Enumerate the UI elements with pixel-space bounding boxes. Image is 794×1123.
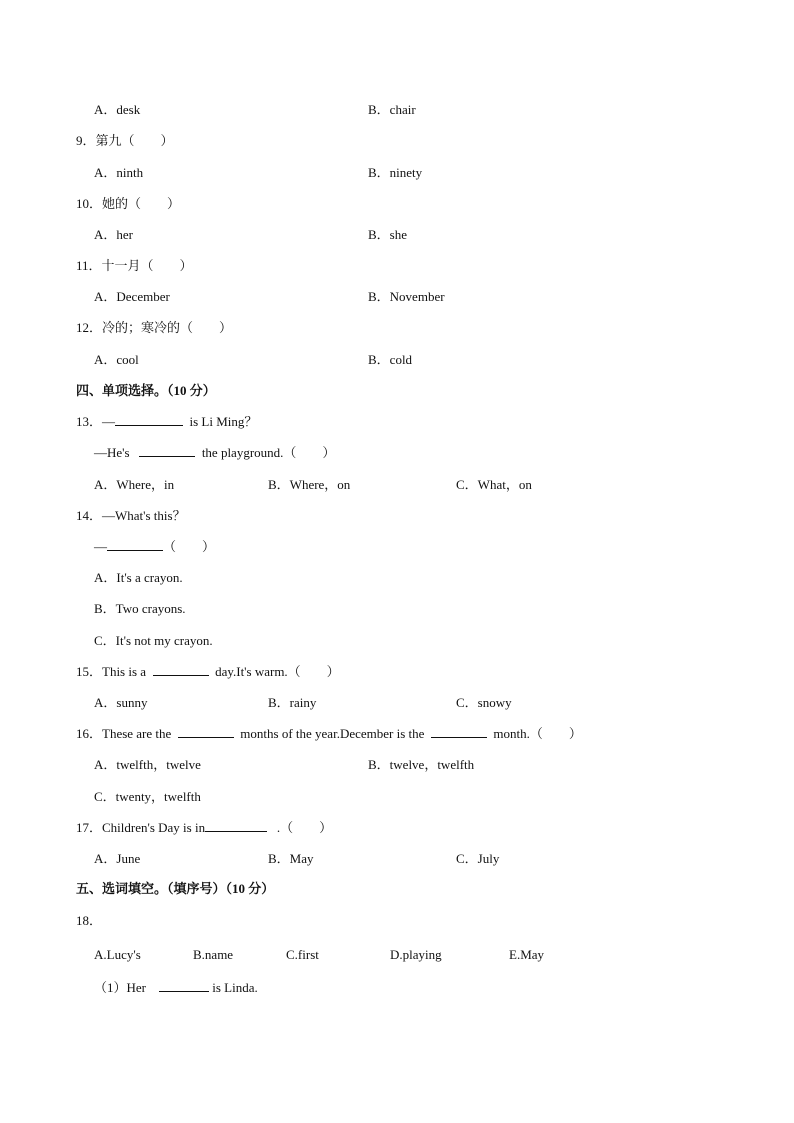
q14-blank[interactable] bbox=[107, 539, 163, 551]
q12-option-b: B．cold bbox=[368, 352, 413, 367]
q14-stem: 14．—What's this？ bbox=[76, 508, 186, 523]
q16-stem-end: month.（ ） bbox=[493, 726, 582, 741]
q18-word-a: A.Lucy's bbox=[94, 947, 141, 962]
q10-stem: 10．她的（ ） bbox=[76, 196, 181, 211]
q13-number: 13．— bbox=[76, 414, 116, 429]
q16-stem bbox=[76, 726, 582, 742]
q11-option-a: A．December bbox=[94, 289, 170, 304]
q16-stem-middle: months of the year.December is the bbox=[240, 726, 425, 741]
q13-line2 bbox=[94, 445, 335, 461]
q16-blank-1[interactable] bbox=[178, 726, 234, 738]
q17-option-b: B．May bbox=[268, 851, 314, 866]
q18-word-d: D.playing bbox=[390, 947, 442, 962]
q13-option-b: B．Where，on bbox=[268, 477, 351, 492]
q18-sub1-start: （1）Her bbox=[94, 980, 146, 995]
q15-stem bbox=[76, 664, 340, 680]
q14-option-c: C．It's not my crayon. bbox=[94, 633, 213, 648]
q17-stem-end: .（ ） bbox=[276, 820, 333, 835]
q14-option-a: A．It's a crayon. bbox=[94, 570, 183, 585]
q8-option-b: B．chair bbox=[368, 102, 416, 117]
q11-stem: 11．十一月（ ） bbox=[76, 258, 193, 273]
q18-sub1-blank[interactable] bbox=[159, 980, 209, 992]
q13-line2-start: —He's bbox=[94, 445, 130, 460]
q13-blank-2[interactable] bbox=[139, 445, 195, 457]
q13-line2-end: the playground.（ ） bbox=[201, 445, 336, 460]
q16-option-c: C．twenty，twelfth bbox=[94, 789, 201, 804]
q18-sub1-end: is Linda. bbox=[212, 980, 258, 995]
q14-option-b: B．Two crayons. bbox=[94, 601, 186, 616]
q18-word-e: E.May bbox=[509, 947, 545, 962]
q15-option-a: A．sunny bbox=[94, 695, 148, 710]
q16-option-a: A．twelfth，twelve bbox=[94, 757, 201, 772]
q9-option-b: B．ninety bbox=[368, 165, 423, 180]
q10-option-a: A．her bbox=[94, 227, 133, 242]
q13-option-a: A．Where，in bbox=[94, 477, 175, 492]
q15-option-b: B．rainy bbox=[268, 695, 317, 710]
q17-option-a: A．June bbox=[94, 851, 141, 866]
q11-option-b: B．November bbox=[368, 289, 445, 304]
q13-blank-1[interactable] bbox=[115, 414, 183, 426]
q15-option-c: C．snowy bbox=[456, 695, 512, 710]
q18-word-c: C.first bbox=[286, 947, 319, 962]
q15-blank[interactable] bbox=[153, 664, 209, 676]
q8-option-a: A．desk bbox=[94, 102, 141, 117]
section-5-heading: 五、选词填空。（填序号）（10 分） bbox=[76, 881, 275, 896]
section-4-heading: 四、单项选择。（10 分） bbox=[76, 383, 216, 398]
q13-line1 bbox=[76, 414, 257, 430]
q14-line2-start: — bbox=[94, 539, 107, 554]
q10-option-b: B．she bbox=[368, 227, 408, 242]
q16-blank-2[interactable] bbox=[431, 726, 487, 738]
q9-stem: 9．第九（ ） bbox=[76, 133, 174, 148]
q18-word-b: B.name bbox=[193, 947, 234, 962]
q18-sub1 bbox=[94, 980, 258, 996]
q14-line2-end: （ ） bbox=[163, 539, 216, 554]
q16-stem-start: 16．These are the bbox=[76, 726, 172, 741]
q15-stem-end: day.It's warm.（ ） bbox=[215, 664, 340, 679]
q14-line2 bbox=[94, 539, 215, 555]
q17-stem-start: 17．Children's Day is in bbox=[76, 820, 206, 835]
q16-option-b: B．twelve，twelfth bbox=[368, 757, 475, 772]
q17-blank[interactable] bbox=[205, 820, 267, 832]
q18-number: 18． bbox=[76, 913, 103, 928]
q12-stem: 12．冷的；寒冷的（ ） bbox=[76, 320, 233, 335]
q13-option-c: C．What，on bbox=[456, 477, 532, 492]
q9-option-a: A．ninth bbox=[94, 165, 144, 180]
q15-stem-start: 15．This is a bbox=[76, 664, 147, 679]
q13-stem-text: is Li Ming？ bbox=[189, 414, 258, 429]
q17-stem bbox=[76, 820, 332, 836]
q12-option-a: A．cool bbox=[94, 352, 139, 367]
q17-option-c: C．July bbox=[456, 851, 500, 866]
